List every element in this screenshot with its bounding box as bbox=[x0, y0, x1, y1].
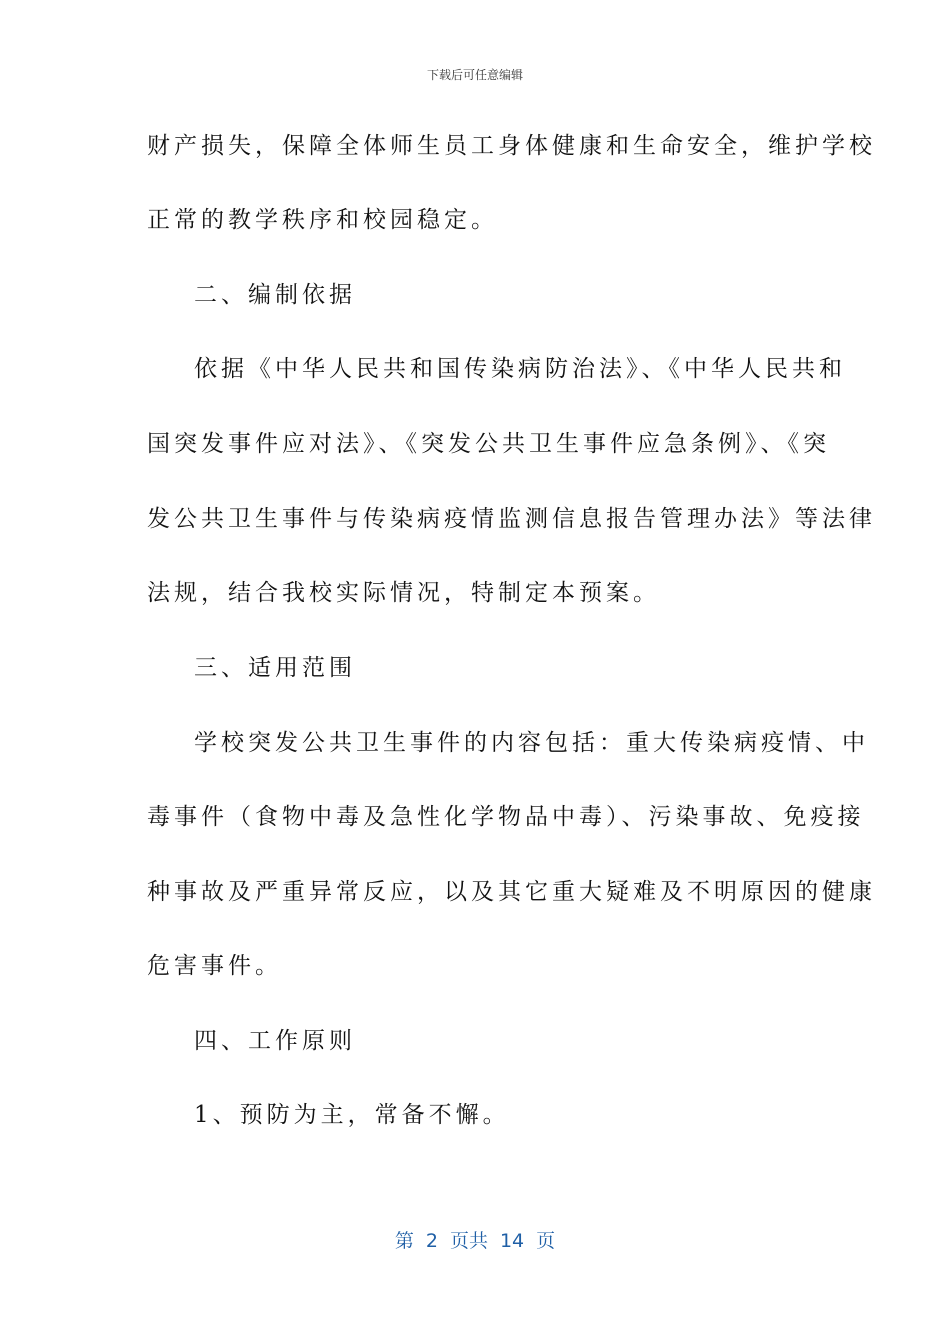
section-heading: 二、编制依据 bbox=[194, 282, 356, 308]
header-note: 下载后可任意编辑 bbox=[426, 68, 523, 82]
body-text-line: 法规，结合我校实际情况，特制定本预案。 bbox=[147, 580, 660, 606]
footer-suffix: 页 bbox=[536, 1230, 556, 1252]
list-item: 1、预防为主，常备不懈。 bbox=[194, 1102, 510, 1128]
body-text-line: 正常的教学秩序和校园稳定。 bbox=[147, 207, 498, 233]
page-footer bbox=[0, 1226, 950, 1253]
body-text-line: 危害事件。 bbox=[147, 953, 282, 979]
body-text-line: 毒事件（食物中毒及急性化学物品中毒）、污染事故、免疫接 bbox=[147, 804, 865, 830]
body-text-line: 国突发事件应对法》、《突发公共卫生事件应急条例》、《突 bbox=[147, 431, 830, 457]
section-heading: 四、工作原则 bbox=[194, 1028, 356, 1054]
footer-prefix: 第 bbox=[394, 1230, 414, 1252]
body-text-line: 财产损失，保障全体师生员工身体健康和生命安全，维护学校 bbox=[147, 133, 876, 159]
body-text-line: 种事故及严重异常反应，以及其它重大疑难及不明原因的健康 bbox=[147, 879, 876, 905]
footer-page-number: 2 bbox=[425, 1230, 438, 1252]
section-heading: 三、适用范围 bbox=[194, 655, 356, 681]
footer-mid: 页共 bbox=[449, 1230, 488, 1252]
footer-total-pages: 14 bbox=[499, 1230, 525, 1252]
body-text-line: 发公共卫生事件与传染病疫情监测信息报告管理办法》等法律 bbox=[147, 506, 876, 532]
body-text-line: 学校突发公共卫生事件的内容包括：重大传染病疫情、中 bbox=[194, 730, 869, 756]
body-text-line: 依据《中华人民共和国传染病防治法》、《中华人民共和 bbox=[194, 356, 846, 382]
